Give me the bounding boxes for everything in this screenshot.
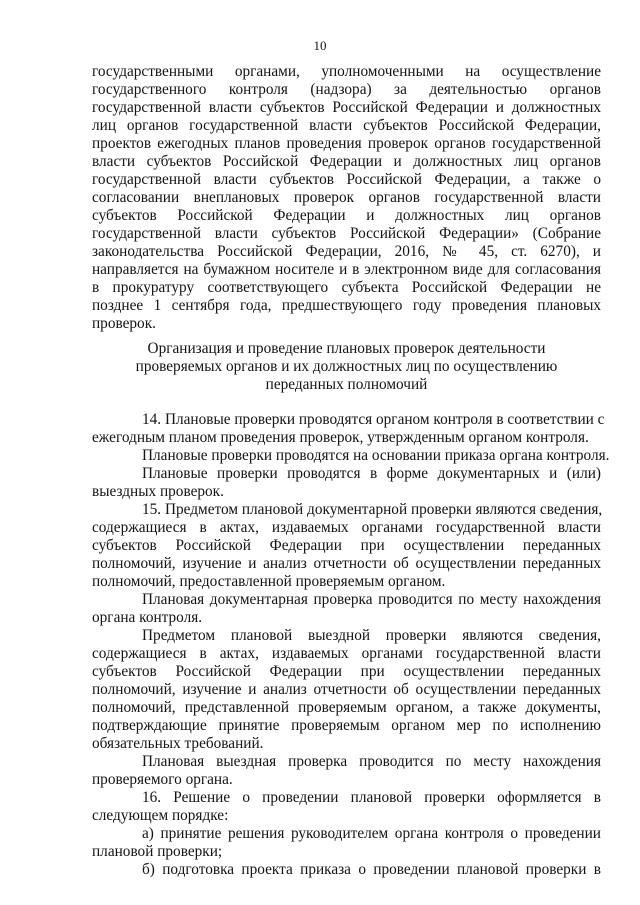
- section-heading: [92, 340, 601, 394]
- text-line: государственными органами, уполномоченными на осуществление: [92, 63, 601, 80]
- text-line: выездных проверок.: [92, 483, 224, 500]
- text-line: в прокуратуру соответствующего субъекта Российской Федерации не: [92, 279, 601, 296]
- heading-line: переданных полномочий: [265, 376, 428, 393]
- text-line: государственной власти субъектов Российской Федерации и должностных: [92, 99, 601, 116]
- text-line: субъектов Российской Федерации при осуществлении переданных: [92, 537, 601, 554]
- text-line: проектов ежегодных планов проведения проверок органов государственной: [92, 135, 601, 152]
- text-line: проверяемого органа.: [92, 771, 233, 788]
- text-line: а) принятие решения руководителем органа контроля о проведении: [142, 825, 601, 842]
- text-line: субъектов Российской Федерации при осуществлении переданных: [92, 663, 601, 680]
- text-line: Плановая документарная проверка проводится по месту нахождения: [142, 591, 601, 608]
- heading-line: Организация и проведение плановых проверок деятельности: [147, 340, 546, 357]
- text-line: Плановые проверки проводятся на основании приказа органа контроля.: [142, 447, 610, 464]
- text-line: государственной власти субъектов Российской Федерации» (Собрание: [92, 225, 601, 242]
- text-line: плановой проверки;: [92, 843, 223, 860]
- text-line: Плановая выездная проверка проводится по месту нахождения: [142, 753, 601, 770]
- text-line: ежегодным планом проведения проверок, утвержденным органом контроля.: [92, 429, 589, 446]
- text-line: законодательства Российской Федерации, 2016, № 45, ст. 6270), и: [92, 243, 601, 260]
- text-line: Плановые проверки проводятся в форме документарных и (или): [142, 465, 601, 482]
- text-line: полномочий, изучение и анализ отчетности об осуществлении переданных: [92, 681, 601, 698]
- text-line: органа контроля.: [92, 609, 203, 626]
- text-line: Предметом плановой выездной проверки являются сведения,: [142, 627, 601, 644]
- text-line: согласовании внеплановых проверок органов государственной власти: [92, 189, 601, 206]
- text-line: 16. Решение о проведении плановой проверки оформляется в: [142, 789, 601, 806]
- heading-line: проверяемых органов и их должностных лиц по осуществлению: [135, 358, 558, 375]
- page-number: 10: [313, 38, 327, 53]
- text-line: позднее 1 сентября года, предшествующего году проведения плановых: [92, 297, 601, 314]
- text-line: полномочий, предоставленной проверяемым органом.: [92, 573, 446, 590]
- text-line: содержащиеся в актах, издаваемых органами государственной власти: [92, 645, 601, 662]
- text-line: обязательных требований.: [92, 735, 264, 752]
- text-line: государственной власти субъектов Российской Федерации, а также о: [92, 171, 601, 188]
- text-line: полномочий, представленной проверяемым органом, а также документы,: [92, 699, 601, 716]
- intro-paragraph: [92, 63, 601, 333]
- text-line: лиц органов государственной власти субъектов Российской Федерации,: [92, 117, 601, 134]
- text-line: б) подготовка проекта приказа о проведении плановой проверки в: [142, 861, 601, 878]
- text-line: направляется на бумажном носителе и в электронном виде для согласования: [92, 261, 601, 278]
- text-line: субъектов Российской Федерации и должностных лиц органов: [92, 207, 601, 224]
- body-text: [92, 411, 610, 879]
- text-line: следующем порядке:: [92, 807, 229, 824]
- text-line: подтверждающие принятие проверяемым органом мер по исполнению: [92, 717, 601, 734]
- text-line: 15. Предметом плановой документарной проверки являются сведения,: [142, 501, 603, 518]
- text-line: 14. Плановые проверки проводятся органом контроля в соответствии с: [142, 411, 605, 428]
- text-line: проверок.: [92, 315, 156, 332]
- text-line: государственного контроля (надзора) за деятельностью органов: [92, 81, 601, 98]
- text-line: полномочий, изучение и анализ отчетности об осуществлении переданных: [92, 555, 601, 572]
- text-line: содержащиеся в актах, издаваемых органами государственной власти: [92, 519, 601, 536]
- text-line: власти субъектов Российской Федерации и должностных лиц органов: [92, 153, 601, 170]
